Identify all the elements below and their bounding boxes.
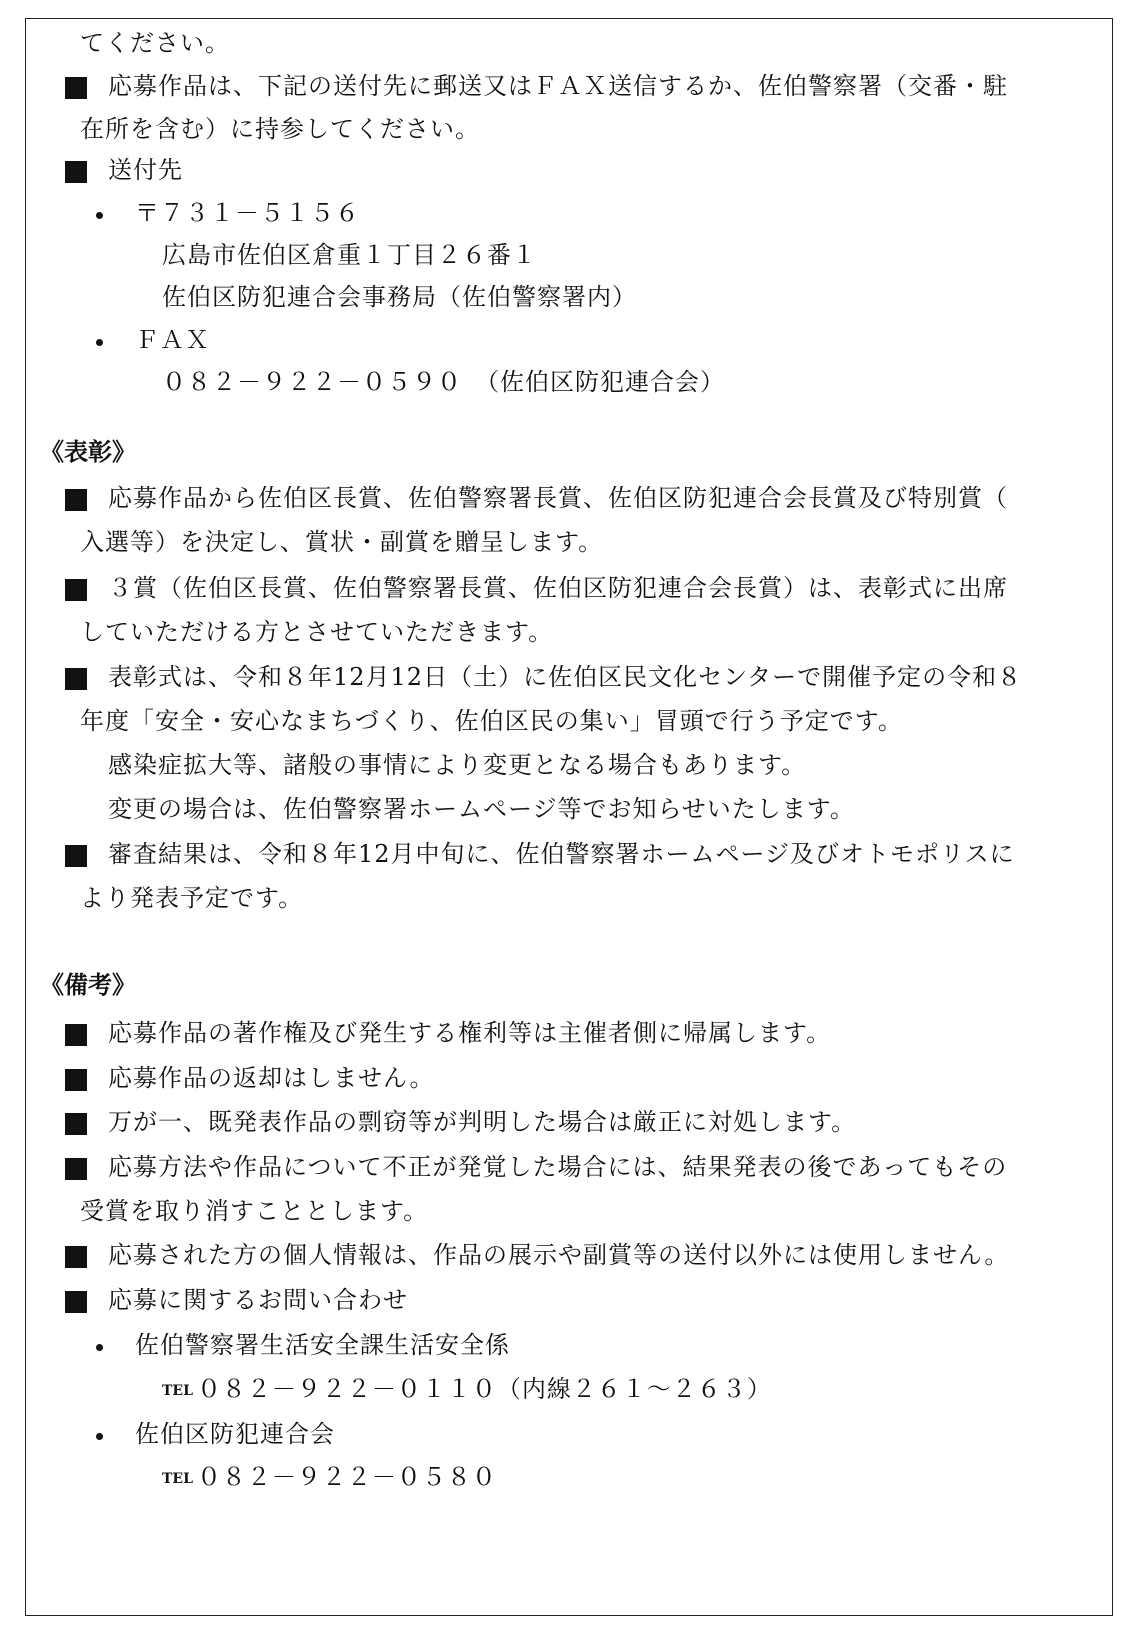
- tel-label: TEL: [162, 1383, 193, 1399]
- text-line: 万が一、既発表作品の剽窃等が判明した場合は厳正に対処します。: [108, 1108, 857, 1136]
- text-line: 表彰式は、令和８年12月12日（土）に佐伯区民文化センターで開催予定の令和８: [108, 663, 1023, 691]
- contact-phone-line: [162, 1374, 772, 1408]
- text-line: 審査結果は、令和８年12月中旬に、佐伯警察署ホームページ及びオトモポリスに: [108, 840, 1015, 868]
- bullet-square-icon: [65, 1113, 87, 1135]
- text-line: 応募作品の著作権及び発生する権利等は主催者側に帰属します。: [108, 1019, 832, 1047]
- bullet-dot-icon: [96, 1433, 103, 1440]
- postal-code: 〒７３１－５１５６: [135, 199, 360, 227]
- bullet-square-icon: [65, 1069, 87, 1091]
- contact-phone-line: [162, 1462, 497, 1496]
- text-line: 送付先: [108, 156, 183, 184]
- bullet-square-icon: [65, 845, 87, 867]
- bullet-square-icon: [65, 1246, 87, 1268]
- bullet-square-icon: [65, 1291, 87, 1313]
- tel-label: TEL: [162, 1471, 193, 1487]
- text-line: てください。: [80, 29, 230, 57]
- text-line: 入選等）を決定し、賞状・副賞を贈呈します。: [80, 528, 604, 556]
- contact-name: 佐伯区防犯連合会: [135, 1420, 335, 1448]
- contact-phone: ０８２－９２２－０１１０（内線２６１～２６３）: [196, 1375, 772, 1403]
- fax-number: ０８２－９２２－０５９０ （佐伯区防犯連合会）: [162, 368, 725, 396]
- text-line: 応募作品から佐伯区長賞、佐伯警察署長賞、佐伯区防犯連合会長賞及び特別賞（: [108, 484, 1008, 512]
- text-line: 受賞を取り消すこととします。: [80, 1197, 429, 1225]
- bullet-square-icon: [65, 1158, 87, 1180]
- bullet-square-icon: [65, 1024, 87, 1046]
- bullet-dot-icon: [96, 212, 103, 219]
- text-line: より発表予定です。: [80, 884, 304, 912]
- text-line: ３賞（佐伯区長賞、佐伯警察署長賞、佐伯区防犯連合会長賞）は、表彰式に出席: [108, 574, 1008, 602]
- text-line: 在所を含む）に持参してください。: [80, 115, 480, 143]
- bullet-square-icon: [65, 579, 87, 601]
- text-line: 応募作品は、下記の送付先に郵送又はＦＡＸ送信するか、佐伯警察署（交番・駐: [108, 72, 1008, 100]
- address-office: 佐伯区防犯連合会事務局（佐伯警察署内）: [162, 283, 637, 311]
- text-line: 応募方法や作品について不正が発覚した場合には、結果発表の後であってもその: [108, 1153, 1008, 1181]
- bullet-dot-icon: [96, 339, 103, 346]
- bullet-square-icon: [65, 668, 87, 690]
- text-line: 変更の場合は、佐伯警察署ホームページ等でお知らせいたします。: [108, 795, 855, 823]
- text-line: 年度「安全・安心なまちづくり、佐伯区民の集い」冒頭で行う予定です。: [80, 707, 903, 735]
- bullet-dot-icon: [96, 1344, 103, 1351]
- section-heading-notes: 《備考》: [40, 971, 136, 999]
- bullet-square-icon: [65, 489, 87, 511]
- contact-phone: ０８２－９２２－０５８０: [196, 1463, 497, 1491]
- address: 広島市佐伯区倉重１丁目２６番１: [162, 241, 537, 269]
- bullet-square-icon: [65, 77, 87, 99]
- section-heading-award: 《表彰》: [40, 438, 136, 466]
- text-line: 応募された方の個人情報は、作品の展示や副賞等の送付以外には使用しません。: [108, 1241, 1010, 1269]
- text-line: していただける方とさせていただきます。: [80, 618, 554, 646]
- text-line: 応募に関するお問い合わせ: [108, 1286, 408, 1314]
- text-line: 応募作品の返却はしません。: [108, 1064, 435, 1092]
- bullet-square-icon: [65, 161, 87, 183]
- text-line: 感染症拡大等、諸般の事情により変更となる場合もあります。: [108, 751, 807, 779]
- fax-label: ＦＡＸ: [135, 326, 210, 354]
- contact-name: 佐伯警察署生活安全課生活安全係: [135, 1331, 510, 1359]
